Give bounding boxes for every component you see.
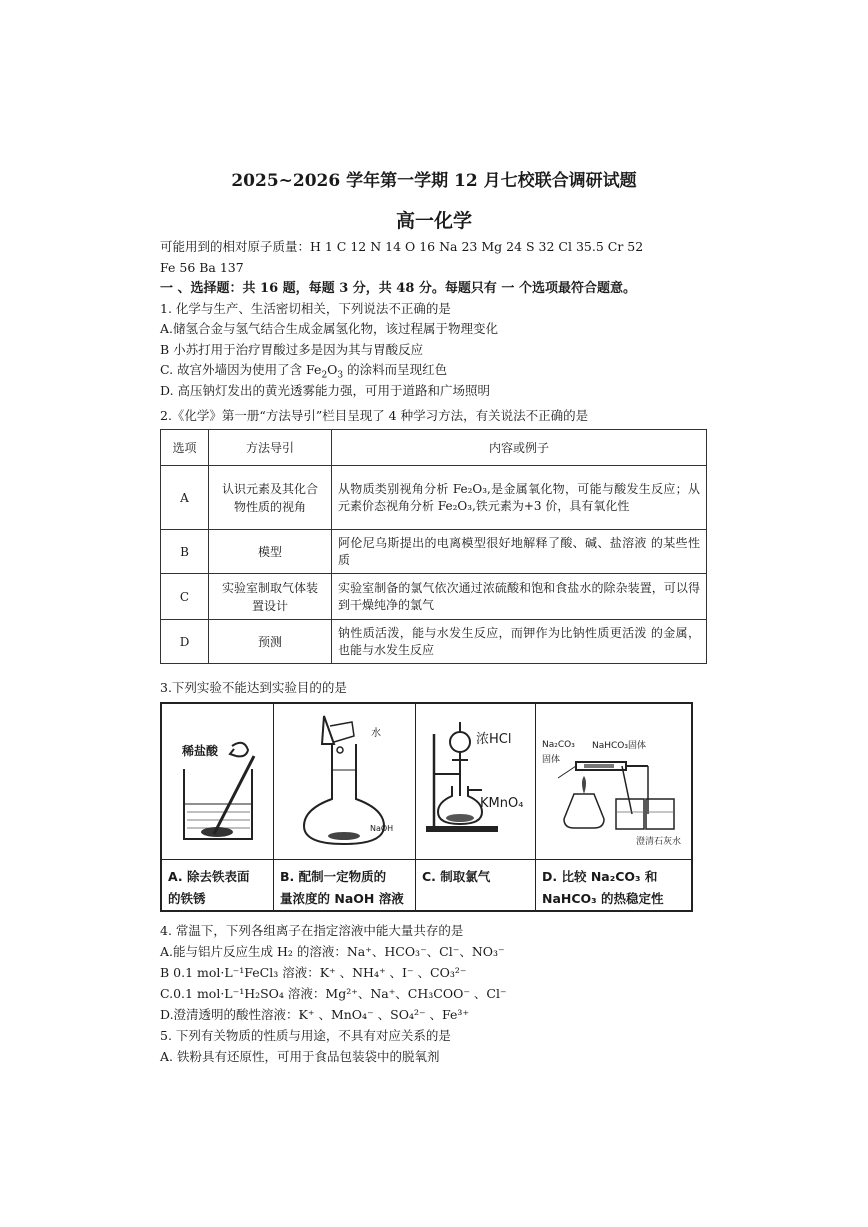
naoh-label: NaOH xyxy=(370,824,394,833)
panel-b xyxy=(274,704,416,910)
header-option: 选项 xyxy=(161,430,209,466)
row-method: 实验室制取气体装置设计 xyxy=(209,574,332,620)
atomic-masses-line-1: 可能用到的相对原子质量：H 1 C 12 N 14 O 16 Na 23 Mg 24 S 32 Cl 35.5 Cr 52 xyxy=(160,239,644,254)
section-heading: 一 、选择题：共 16 题，每题 3 分，共 48 分。每题只有 一 个选项最符合题意。 xyxy=(160,281,636,296)
caption-line: 量浓度的 NaOH 溶液 xyxy=(280,891,404,906)
panel-d xyxy=(536,704,691,910)
q4-stem: 4. 常温下，下列各组离子在指定溶液中能大量共存的是 xyxy=(160,923,464,938)
row-content: 阿伦尼乌斯提出的电离模型很好地解释了酸、碱、盐溶液 的某些性质 xyxy=(332,530,707,574)
table-header-row xyxy=(161,430,707,466)
q3-stem: 3.下列实验不能达到实验目的的是 xyxy=(160,680,347,695)
row-method: 认识元素及其化合物性质的视角 xyxy=(209,466,332,530)
panel-c xyxy=(416,704,536,910)
q5-stem: 5. 下列有关物质的性质与用途，不具有对应关系的是 xyxy=(160,1028,451,1043)
row-content: 实验室制备的氯气依次通过浓硫酸和饱和食盐水的除杂装置，可以得到干燥纯净的氯气 xyxy=(332,574,707,620)
panel-a-caption xyxy=(162,859,273,910)
q4-option-d: D.澄清透明的酸性溶液：K⁺ 、MnO₄⁻ 、SO₄²⁻ 、Fe³⁺ xyxy=(160,1007,470,1022)
caption-line: A. 除去铁表面 xyxy=(168,869,250,884)
nahco3-label: NaHCO₃固体 xyxy=(592,741,646,751)
row-method: 模型 xyxy=(209,530,332,574)
q1-option-a: A.储氢合金与氢气结合生成金属氢化物，该过程属于物理变化 xyxy=(160,321,499,336)
water-label: 水 xyxy=(371,728,381,739)
table-row xyxy=(161,530,707,574)
subject-title: 高一化学 xyxy=(395,210,472,232)
q1-option-d: D. 高压钠灯发出的黄光透雾能力强，可用于道路和广场照明 xyxy=(160,383,491,398)
solid-label: 固体 xyxy=(542,755,561,765)
row-option: C xyxy=(161,574,209,620)
panel-b-caption xyxy=(274,859,415,910)
exam-title: 2025~2026 学年第一学期 12 月七校联合调研试题 xyxy=(231,171,637,191)
panel-d-caption xyxy=(536,859,691,910)
caption-line: D. 比较 Na₂CO₃ 和 xyxy=(542,869,658,884)
q2-stem: 2.《化学》第一册“方法导引”栏目呈现了 4 种学习方法，有关说法不正确的是 xyxy=(160,408,589,423)
experiment-figure xyxy=(160,702,693,912)
panel-c-caption xyxy=(416,859,535,910)
atomic-masses-line-2: Fe 56 Ba 137 xyxy=(160,260,244,275)
row-option: D xyxy=(161,620,209,664)
table-row xyxy=(161,620,707,664)
table-row xyxy=(161,574,707,620)
beaker-stirring-diagram xyxy=(162,704,272,859)
header-method: 方法导引 xyxy=(209,430,332,466)
na2co3-label: Na₂CO₃ xyxy=(542,740,575,750)
caption-line: NaHCO₃ 的热稳定性 xyxy=(542,891,664,906)
limewater-label: 澄清石灰水 xyxy=(636,837,682,847)
volumetric-flask-diagram xyxy=(274,704,414,859)
panel-a xyxy=(162,704,274,910)
q1-stem: 1. 化学与生产、生活密切相关，下列说法不正确的是 xyxy=(160,301,451,316)
table-row xyxy=(161,466,707,530)
q1-option-c-text-post: 的涂料而呈现红色 xyxy=(347,362,448,377)
q4-option-c: C.0.1 mol·L⁻¹H₂SO₄ 溶液：Mg²⁺、Na⁺、CH₃COO⁻ 、Cl⁻ xyxy=(160,986,507,1001)
row-content: 钠性质活泼，能与水发生反应，而钾作为比钠性质更活泼 的金属，也能与水发生反应 xyxy=(332,620,707,664)
q1-option-c: C. 故宫外墙因为使用了含 $Fe_2O_3$ 的涂料而呈现红色 xyxy=(160,362,448,381)
q4-option-b: B 0.1 mol·L⁻¹FeCl₃ 溶液：K⁺ 、NH₄⁺ 、I⁻ 、CO₃²⁻ xyxy=(160,965,467,980)
caption-line: B. 配制一定物质的 xyxy=(280,869,387,884)
q4-option-a: A.能与铝片反应生成 H₂ 的溶液：Na⁺、HCO₃⁻、Cl⁻、NO₃⁻ xyxy=(160,944,505,959)
caption-line: C. 制取氯气 xyxy=(422,869,491,884)
row-content: 从物质类别视角分析 Fe₂O₃,是金属氧化物，可能与酸发生反应；从元素价态视角分析 Fe₂O₃,铁元素为+3 价，具有氧化性 xyxy=(332,466,707,530)
row-method: 预测 xyxy=(209,620,332,664)
dilute-hcl-label: 稀盐酸 xyxy=(182,744,219,758)
row-option: B xyxy=(161,530,209,574)
header-content: 内容或例子 xyxy=(332,430,707,466)
conc-hcl-label: 浓HCl xyxy=(476,732,512,747)
q2-table xyxy=(160,429,707,664)
row-option: A xyxy=(161,466,209,530)
q1-option-c-text-pre: C. 故宫外墙因为使用了含 Fe xyxy=(160,362,322,377)
kmno4-label: KMnO₄ xyxy=(480,796,524,811)
chlorine-generator-diagram xyxy=(416,704,534,859)
q5-option-a: A. 铁粉具有还原性，可用于食品包装袋中的脱氧剂 xyxy=(160,1049,440,1064)
q1-option-b: B 小苏打用于治疗胃酸过多是因为其与胃酸反应 xyxy=(160,342,424,357)
caption-line: 的铁锈 xyxy=(168,891,206,906)
